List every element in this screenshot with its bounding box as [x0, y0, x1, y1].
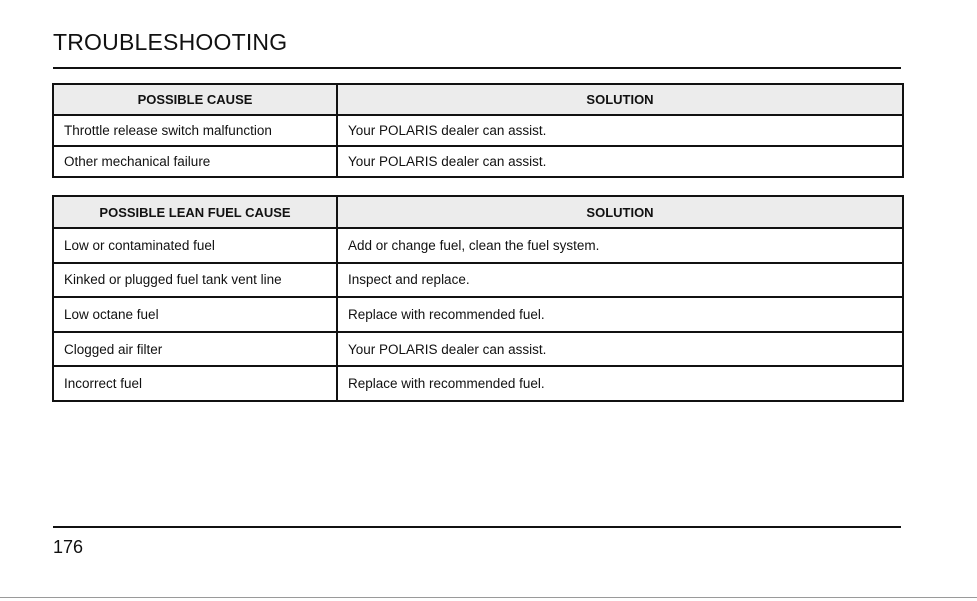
- header-solution: SOLUTION: [337, 196, 903, 228]
- solution-cell: Inspect and replace.: [337, 263, 903, 298]
- header-possible-lean-fuel-cause: POSSIBLE LEAN FUEL CAUSE: [53, 196, 337, 228]
- cause-cell: Incorrect fuel: [53, 366, 337, 401]
- page-number: 176: [53, 537, 84, 557]
- cause-cell: Other mechanical failure: [53, 146, 337, 177]
- table-row: [53, 228, 903, 263]
- table-row: [53, 146, 903, 177]
- title-divider: [53, 67, 901, 69]
- cause-cell: Kinked or plugged fuel tank vent line: [53, 263, 337, 298]
- solution-cell: Your POLARIS dealer can assist.: [337, 115, 903, 146]
- solution-cell: Add or change fuel, clean the fuel system.: [337, 228, 903, 263]
- solution-cell: Replace with recommended fuel.: [337, 366, 903, 401]
- table-row: [53, 263, 903, 298]
- table-header-row: [53, 196, 903, 228]
- possible-cause-table: [52, 83, 904, 178]
- cause-cell: Low or contaminated fuel: [53, 228, 337, 263]
- table-row: [53, 297, 903, 332]
- header-solution: SOLUTION: [337, 84, 903, 115]
- page-bottom-edge: [0, 597, 977, 598]
- table-row: [53, 332, 903, 367]
- footer-divider: [53, 526, 901, 528]
- solution-cell: Replace with recommended fuel.: [337, 297, 903, 332]
- solution-cell: Your POLARIS dealer can assist.: [337, 332, 903, 367]
- cause-cell: Clogged air filter: [53, 332, 337, 367]
- table-row: [53, 115, 903, 146]
- header-possible-cause: POSSIBLE CAUSE: [53, 84, 337, 115]
- page-title: TROUBLESHOOTING: [53, 29, 288, 55]
- lean-fuel-cause-table: [52, 195, 904, 402]
- solution-cell: Your POLARIS dealer can assist.: [337, 146, 903, 177]
- cause-cell: Throttle release switch malfunction: [53, 115, 337, 146]
- table-row: [53, 366, 903, 401]
- table-header-row: [53, 84, 903, 115]
- cause-cell: Low octane fuel: [53, 297, 337, 332]
